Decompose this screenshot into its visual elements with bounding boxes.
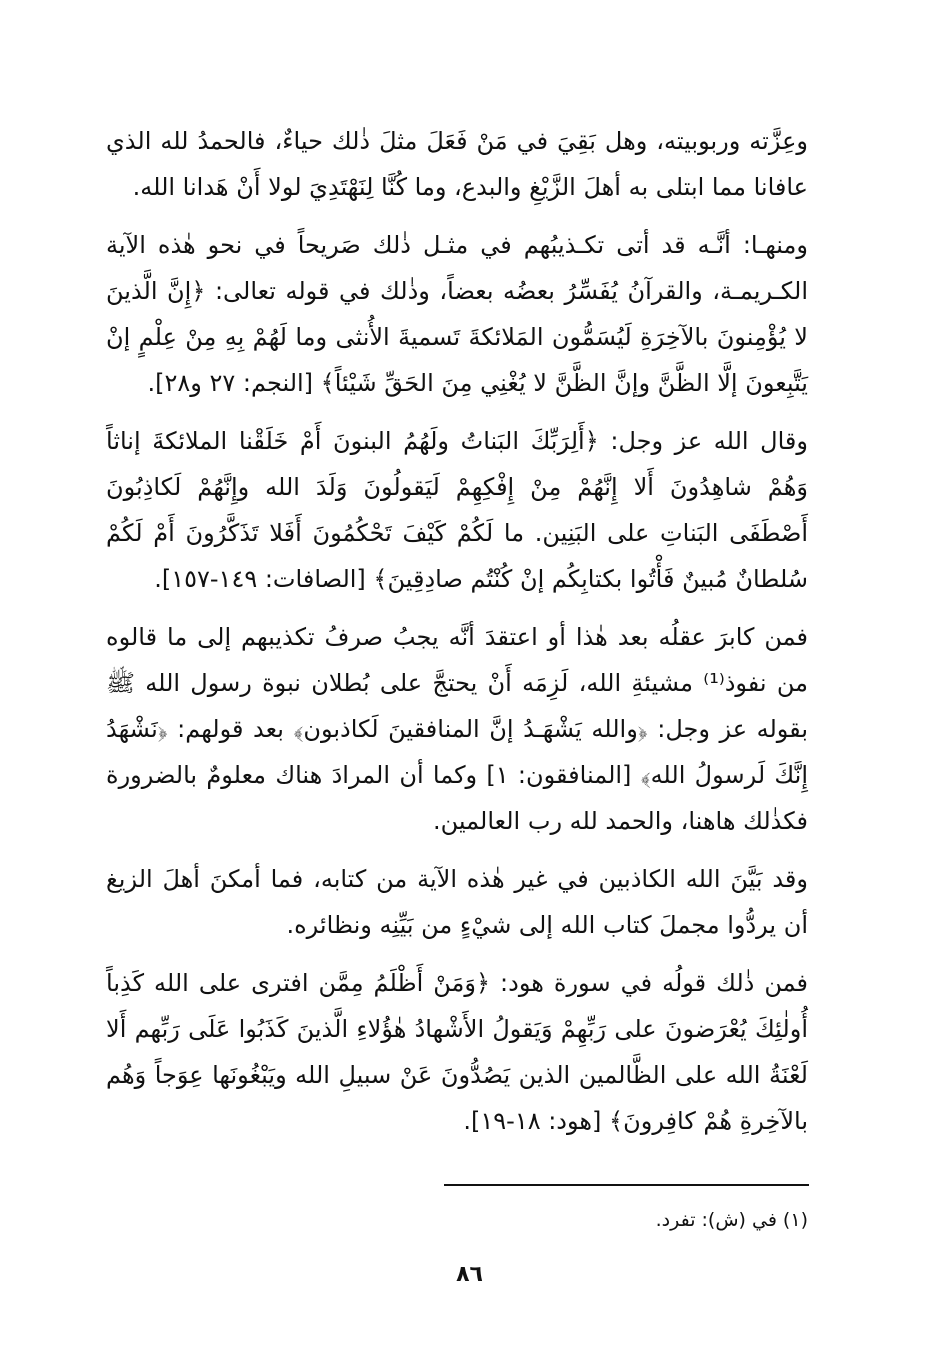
main-text (106, 118, 808, 1144)
paragraph-5: وقد بَيَّنَ الله الكاذبين في غير هٰذه الآية من كتابه، فما أمكنَ أهلَ الزيغ أن يردُّوا مجملَ كتاب الله إلى شيْءٍ من بَيِّنِه ونظائره. (106, 865, 808, 939)
page-number: ٨٦ (456, 1262, 483, 1287)
paragraph-6: فمن ذٰلك قولُه في سورة هود: ﴿وَمَنْ أَظْلَمُ مِمَّن افترى على الله كَذِباً أُولٰئِكَ يُعْرَضونَ على رَبِّهِمْ وَيَقولُ الأَشْهادُ هٰؤُلاءِ الَّذينَ كَذَبُوا عَلَى رَبِّهم أَلا لَعْنَةُ الله على الظَّالمين الذين يَصُدُّونَ عَنْ سبيلِ الله ويَبْغُونَها عِوَجاً وَهُم بالآخِرةِ هُمْ كافِرونَ﴾ [هود: ١٨-١٩]. (106, 969, 808, 1135)
paragraph-1: وعِزَّته وربوبيته، وهل بَقِيَ في مَنْ فَعَلَ مثلَ ذٰلك حياءٌ، فالحمدُ لله الذي عافانا مما ابتلى به أهلَ الزَّيْغِ والبدع، وما كُنَّا لِنَهْتَدِيَ لولا أَنْ هَدانا الله. (106, 127, 808, 201)
footnote: (١) في (ش): تفرد. (655, 1209, 808, 1231)
paragraph-4: فمن كابرَ عقلُه بعد هٰذا أو اعتقدَ أنَّه يجبُ صرفُ تكذيبهم إلى ما قالوه من نفوذ⁽¹⁾ مشيئةِ الله، لَزِمَه أَنْ يحتجَّ على بُطلان نبوة رسول الله ﷺ بقوله عز وجل: ﴿والله يَشْهَـدُ إنَّ المنافقينَ لَكاذبون﴾ بعد قولهم: ﴿نَشْهَدُ إِنَّكَ لَرسولُ الله﴾ [المنافقون: ١] وكما أن المرادَ هناك معلومٌ بالضرورة فكذٰلك هاهنا، والحمد لله رب العالمين. (106, 623, 808, 835)
paragraph-3: وقال الله عز وجل: ﴿أَلِرَبِّكَ البَناتُ ولَهُمُ البنونَ أَمْ خَلَقْنا الملائكةَ إناثاً وَهُمْ شاهِدُونَ أَلا إِنَّهُمْ مِنْ إِفْكِهِمْ لَيَقولُونَ وَلَدَ الله وإِنَّهُمْ لَكاذِبُونَ أَصْطَفَى البَناتِ على البَنِين. ما لَكُمْ كَيْفَ تَحْكُمُونَ أَفَلا تَذَكَّرُونَ أَمْ لَكُمْ سُلطانٌ مُبينٌ فَأْتُوا بكتابِكُم إنْ كُنْتُم صادِقِينَ﴾ [الصافات: ١٤٩-١٥٧]. (106, 427, 808, 593)
paragraph-2: ومنهـا: أنَّـه قد أتى تكـذيبُهم في مثـل ذٰلك صَريحاً في نحو هٰذه الآية الكـريمـة، والقرآنُ يُفَسِّرُ بعضُه بعضاً، وذٰلك في قوله تعالى: ﴿إِنَّ الَّذينَ لا يُؤْمِنونَ بالآخِرَةِ لَيُسَمُّون المَلائكةَ تَسميةَ الأُنثى وما لَهُمْ بِهِ مِنْ عِلْمٍ إنْ يَتَّبِعونَ إلَّا الظَّنَّ وإنَّ الظَّنَّ لا يُغْنِي مِنَ الحَقِّ شَيْئاً﴾ [النجم: ٢٧ و٢٨]. (106, 231, 808, 397)
footnote-divider (444, 1184, 809, 1186)
